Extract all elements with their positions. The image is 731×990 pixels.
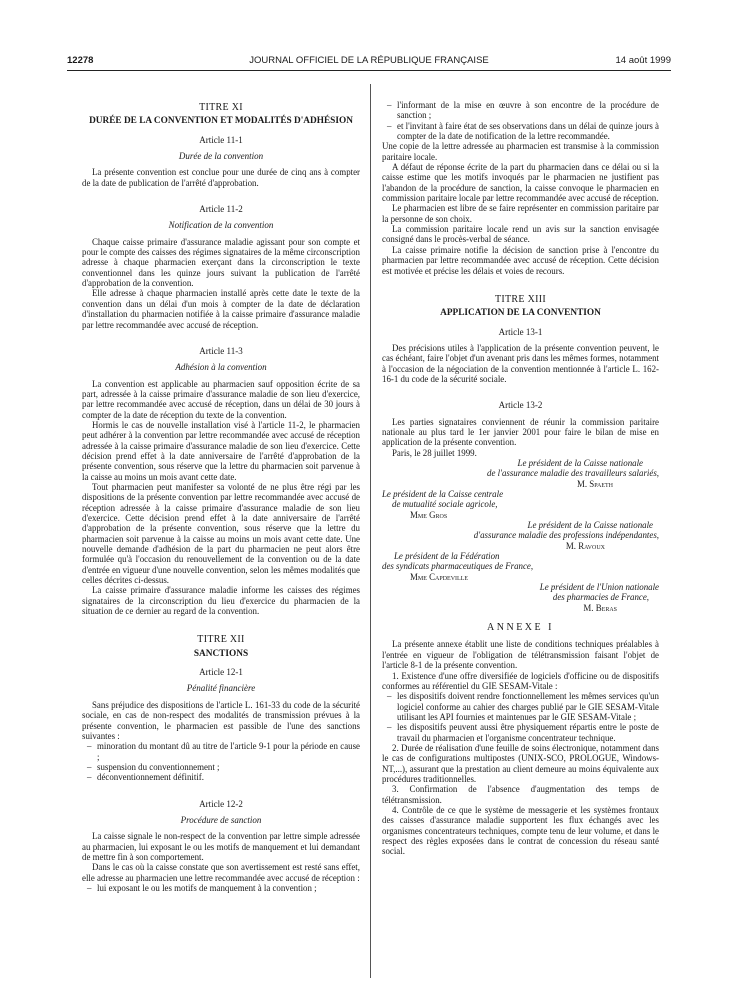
list-item: – l'informant de la mise en œuvre à son encontre de la procédure de sanction ; [382, 100, 659, 121]
procedure-list [82, 883, 360, 893]
procedure-paragraph-3: Le pharmacien est libre de se faire représenter en commission paritaire par la personne de son choix. [382, 203, 659, 224]
signature-block-2 [382, 489, 659, 520]
signature-block-3 [382, 520, 659, 551]
procedure-list-continued [382, 100, 659, 141]
annexe-paragraph-1: La présente annexe établit une liste de conditions techniques préalables à l'entrée en vigueur de l'obligation de télétransmission faisant l'objet de l'article 8-1 de la présente convention. [382, 639, 659, 671]
signatory-name: M. Ravoux [565, 540, 605, 551]
titre-xii-heading: SANCTIONS [193, 648, 249, 659]
article-12-2-title: Article 12-2 [199, 798, 243, 809]
signatory-role: des pharmacies de France, [552, 592, 649, 603]
list-item: – les dispositifs doivent rendre fonctionnellement les mêmes services qu'un logiciel conforme au cahier des charges publié par le GIE SESAM-Vitale utilisant les API fournies et maintenues par le GIE SESAM-Vitale ; [382, 691, 659, 722]
signatory-role: de l'assurance maladie des travailleurs salariés, [487, 468, 659, 479]
article-11-2-title: Article 11-2 [199, 204, 243, 215]
article-11-1-title: Article 11-1 [199, 134, 243, 145]
list-item: – déconventionnement définitif. [82, 772, 360, 782]
procedure-paragraph-1: Une copie de la lettre adressée au pharmacien est transmise à la commission paritaire locale. [382, 141, 659, 162]
signatory-role: des syndicats pharmaceutiques de France, [382, 561, 534, 572]
signatory-name: M. Spaeth [576, 478, 613, 489]
annexe-paragraph-4: 3. Confirmation de l'absence d'augmentation des temps de télétransmission. [382, 784, 659, 805]
titre-xi-number: TITRE XI [199, 102, 243, 113]
article-12-2-paragraph-2: Dans le cas où la caisse constate que son avertissement est resté sans effet, elle adresse au pharmacien une lettre recommandée avec accusé de réception : [82, 862, 360, 883]
journal-title: JOURNAL OFFICIEL DE LA RÉPUBLIQUE FRANÇAISE [249, 55, 489, 66]
article-11-3-subtitle: Adhésion à la convention [175, 362, 267, 373]
procedure-paragraph-4: La commission paritaire locale rend un avis sur la sanction envisagée consigné dans le procès-verbal de séance. [382, 224, 659, 245]
list-item: – les dispositifs peuvent aussi être physiquement répartis entre le poste de travail du pharmacien et l'organisme concentrateur technique. [382, 722, 659, 743]
signatory-role: d'assurance maladie des professions indépendantes, [473, 530, 659, 541]
place-and-date: Paris, le 28 juillet 1999. [392, 447, 477, 458]
list-item: – suspension du conventionnement ; [82, 762, 360, 772]
article-11-3-paragraph-3: Tout pharmacien peut manifester sa volonté de ne plus être régi par les dispositions de la présente convention par lettre recommandée avec accusé de réception adressée à la caisse primaire d'assurance maladie de son lieu d'exercice. Cette décision prend effet à la date anniversaire de l'arrêté d'approbation de la présente convention, sous réserve que la lettre du pharmacien soit parvenue à la caisse au moins un mois avant cette date. Une nouvelle demande d'adhésion de la part du pharmacien ne peut alors être formulée qu'à l'occasion du renouvellement de la convention ou de la date d'entrée en vigueur d'une nouvelle convention, selon les mêmes modalités que celles décrites ci-dessus. [82, 481, 360, 586]
signatory-role: Le président de la Caisse centrale [382, 489, 504, 499]
column-divider [370, 84, 371, 978]
signature-block-5 [382, 582, 659, 613]
signatory-role: Le président de la Fédération [394, 551, 500, 562]
signatory-role: Le président de l'Union nationale [539, 582, 659, 593]
annexe-paragraph-2: 1. Existence d'une offre diversifiée de logiciels d'officine ou de dispositifs conformes au référentiel du GIE SESAM-Vitale : [382, 670, 659, 691]
article-12-1-subtitle: Pénalité financière [186, 683, 256, 694]
page-header [67, 55, 671, 69]
annexe-list [382, 691, 659, 743]
header-rule [67, 70, 671, 71]
article-12-2-subtitle: Procédure de sanction [180, 814, 262, 825]
article-11-1-paragraph: La présente convention est conclue pour une durée de cinq ans à compter de la date de publication de l'arrêté d'approbation. [82, 167, 360, 188]
signatory-name: Mme Gros [410, 509, 448, 520]
procedure-paragraph-5: La caisse primaire notifie la décision de sanction prise à l'encontre du pharmacien par lettre recommandée avec accusé de réception. Cette décision est motivée et précise les délais et voies de recours. [382, 244, 659, 276]
article-11-2-paragraph-1: Chaque caisse primaire d'assurance maladie agissant pour son compte et pour le compte des caisses des régimes signataires de la même circonscription adresse à chaque pharmacien exerçant dans la circonscription le texte conventionnel dans les quinze jours suivant la publication de l'arrêté d'approbation de la convention. [82, 236, 360, 289]
article-12-1-title: Article 12-1 [199, 667, 243, 678]
article-13-1-title: Article 13-1 [498, 326, 543, 337]
article-11-3-paragraph-1: La convention est applicable au pharmacien sauf opposition écrite de sa part, adressée à la caisse primaire d'assurance maladie de son lieu d'exercice, par lettre recommandée avec accusé de réception, dans un délai de 30 jours à compter de la date de réception du texte de la convention. [82, 378, 360, 420]
signatory-role: Le président de la Caisse nationale [517, 457, 643, 468]
article-12-2-paragraph-1: La caisse signale le non-respect de la convention par lettre simple adressée au pharmacien, lui exposant le ou les motifs de manquement et lui demandant de mettre fin à son comportement. [82, 831, 360, 862]
titre-xii-number: TITRE XII [197, 634, 245, 646]
article-11-1-subtitle: Durée de la convention [178, 151, 264, 162]
signatory-role: Le président de la Caisse nationale [527, 520, 653, 531]
procedure-paragraph-2: A défaut de réponse écrite de la part du pharmacien dans ce délai ou si la caisse estime que les motifs invoqués par le pharmacien ne justifient pas l'abandon de la procédure de sanction, la caisse convoque le pharmacien en commission paritaire locale par lettre recommandée avec accusé de réception. [382, 162, 659, 204]
article-11-3-paragraph-4: La caisse primaire d'assurance maladie informe les caisses des régimes signataires de la circonscription du lieu d'exercice du pharmacien de la situation de ce dernier au regard de la convention. [82, 585, 360, 617]
signature-block-1 [382, 458, 659, 489]
article-11-3-paragraph-2: Hormis le cas de nouvelle installation visé à l'article 11-2, le pharmacien peut adhérer à la convention par lettre recommandée avec accusé de réception adressée à la caisse primaire d'assurance maladie de son lieu d'exercice. Cette décision prend effet à la date anniversaire de l'arrêté d'approbation de la présente convention, sous réserve que la lettre du pharmacien soit parvenue à la caisse au moins un mois avant cette date. [82, 419, 360, 482]
annexe-paragraph-3: 2. Durée de réalisation d'une feuille de soins électronique, notamment dans le cas de configurations multipostes (UNIX-SCO, PROLOGUE, Windows-NT,...), assurant que la prestation au client demeure au moins équivalente aux procédures traditionnelles. [382, 742, 659, 784]
article-11-2-subtitle: Notification de la convention [168, 220, 274, 231]
list-item: – minoration du montant dû au titre de l'article 9-1 pour la période en cause ; [82, 741, 360, 762]
list-item: – et l'invitant à faire état de ses observations dans un délai de quinze jours à compter de la date de notification de la lettre recommandée. [382, 121, 659, 142]
list-item: – lui exposant le ou les motifs de manquement à la convention ; [82, 883, 360, 893]
article-11-3-title: Article 11-3 [199, 345, 243, 356]
left-column [82, 98, 360, 893]
titre-xi-heading: DURÉE DE LA CONVENTION ET MODALITÉS D'ADHÉSION [89, 116, 353, 127]
article-13-2-title: Article 13-2 [498, 400, 543, 411]
article-12-1-paragraph: Sans préjudice des dispositions de l'article L. 161-33 du code de la sécurité sociale, en cas de non-respect des modalités de transmission prévues à la présente convention, le pharmacien est passible de l'une des sanctions suivantes : [82, 699, 360, 741]
annexe-paragraph-5: 4. Contrôle de ce que le système de messagerie et les systèmes frontaux des caisses d'assurance maladie supportent les flux échangés avec les organismes concentrateurs techniques, compte tenu de leur volume, et dans le respect des règles exposées dans le contrat de concession du réseau santé social. [382, 804, 659, 857]
titre-xiii-number: TITRE XIII [494, 293, 547, 305]
signature-block-4 [382, 551, 659, 582]
signatory-name: M. Beras [583, 602, 617, 613]
sanctions-list [82, 741, 360, 782]
signatory-name: Mme Capdeville [410, 571, 469, 582]
annexe-title: ANNEXE I [487, 622, 554, 634]
issue-date: 14 août 1999 [615, 55, 671, 66]
article-11-2-paragraph-2: Elle adresse à chaque pharmacien installé après cette date le texte de la convention dans un délai d'un mois à compter de la date de déclaration d'installation du pharmacien notifiée à la caisse primaire d'assurance maladie par lettre recommandée avec accusé de réception. [82, 288, 360, 330]
right-column [382, 100, 659, 857]
signatures [382, 458, 659, 613]
page-number: 12278 [67, 55, 94, 66]
signatory-role: de mutualité sociale agricole, [392, 499, 498, 510]
article-13-2-paragraph: Les parties signataires conviennent de réunir la commission paritaire nationale au plus tard le 1er janvier 2001 pour faire le bilan de mise en application de la présente convention. [382, 416, 659, 448]
article-13-1-paragraph: Des précisions utiles à l'application de la présente convention peuvent, le cas échéant, faire l'objet d'un avenant pris dans les mêmes formes, notamment à l'occasion de la négociation de la convention mentionnée à l'article L. 162-16-1 du code de la sécurité sociale. [382, 342, 659, 384]
titre-xiii-heading: APPLICATION DE LA CONVENTION [440, 308, 601, 319]
